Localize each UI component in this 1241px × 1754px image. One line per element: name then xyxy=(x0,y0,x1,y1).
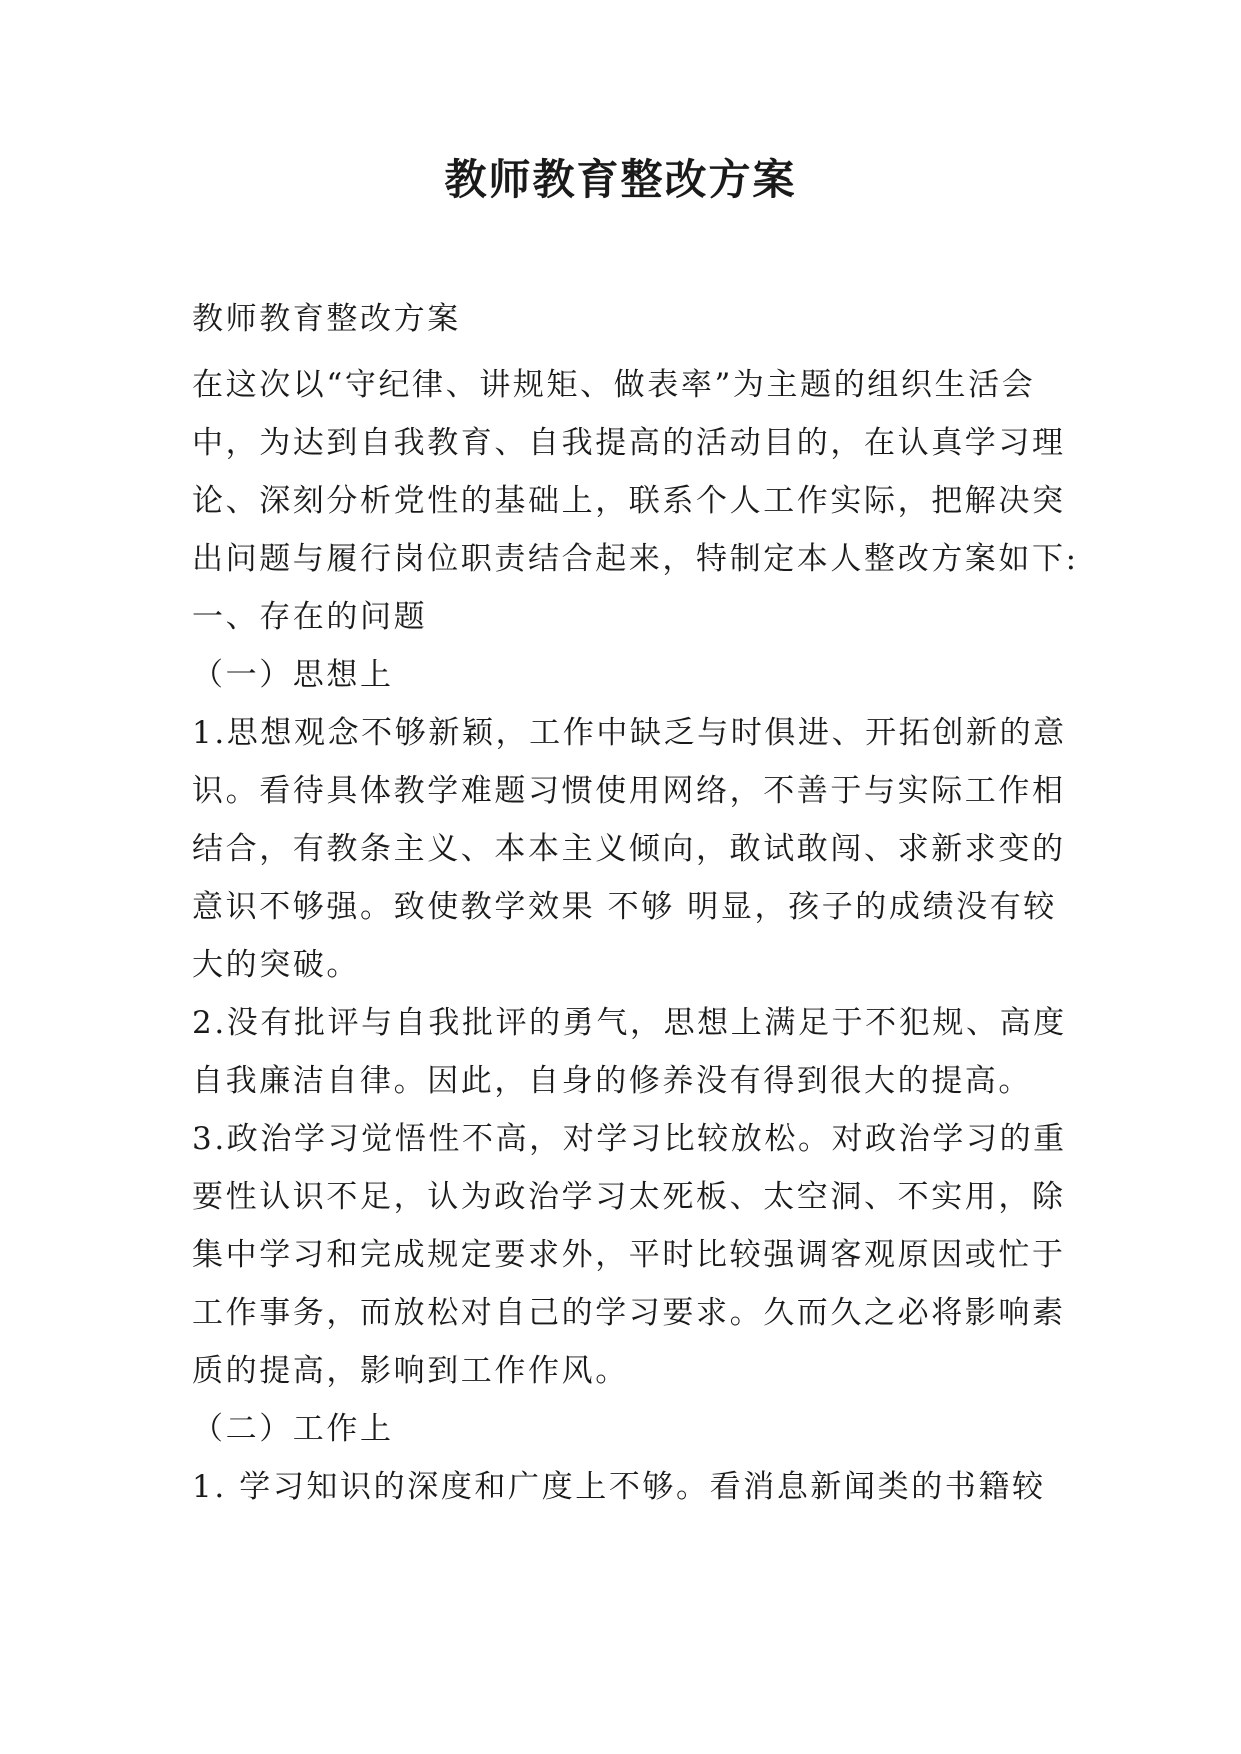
body-line: 识。看待具体教学难题习惯使用网络，不善于与实际工作相 xyxy=(192,773,1066,809)
body-line: 要性认识不足，认为政治学习太死板、太空洞、不实用，除 xyxy=(192,1179,1066,1215)
body-line: 质的提高，影响到工作作风。 xyxy=(192,1353,629,1389)
body-line: 1.思想观念不够新颖，工作中缺乏与时俱进、开拓创新的意 xyxy=(192,715,1067,751)
body-line: 2.没有批评与自我批评的勇气，思想上满足于不犯规、高度 xyxy=(192,1005,1067,1041)
body-line: 在这次以“守纪律、讲规矩、做表率”为主题的组织生活会 xyxy=(192,367,1036,403)
body-line: 集中学习和完成规定要求外，平时比较强调客观原因或忙于 xyxy=(192,1237,1066,1273)
body-line: 自我廉洁自律。因此，自身的修养没有得到很大的提高。 xyxy=(192,1063,1032,1099)
body-line: 工作事务，而放松对自己的学习要求。久而久之必将影响素 xyxy=(192,1295,1066,1331)
document-body xyxy=(192,356,1079,1516)
body-line: 大的突破。 xyxy=(192,947,360,983)
body-line: 意识不够强。致使教学效果 不够 明显，孩子的成绩没有较 xyxy=(192,889,1057,925)
subsection-heading-thought: （一）思想上 xyxy=(192,657,394,693)
body-line: 出问题与履行岗位职责结合起来，特制定本人整改方案如下: xyxy=(192,541,1079,577)
document-subtitle: 教师教育整改方案 xyxy=(192,301,461,337)
body-line: 1. 学习知识的深度和广度上不够。看消息新闻类的书籍较 xyxy=(192,1469,1046,1505)
body-line: 中，为达到自我教育、自我提高的活动目的，在认真学习理 xyxy=(192,425,1066,461)
subsection-heading-work: （二）工作上 xyxy=(192,1411,394,1447)
document-title: 教师教育整改方案 xyxy=(444,155,797,204)
body-line: 结合，有教条主义、本本主义倾向，敢试敢闯、求新求变的 xyxy=(192,831,1066,867)
body-line: 论、深刻分析党性的基础上，联系个人工作实际，把解决突 xyxy=(192,483,1066,519)
section-heading-problems: 一、存在的问题 xyxy=(192,599,428,635)
body-line: 3.政治学习觉悟性不高，对学习比较放松。对政治学习的重 xyxy=(192,1121,1067,1157)
